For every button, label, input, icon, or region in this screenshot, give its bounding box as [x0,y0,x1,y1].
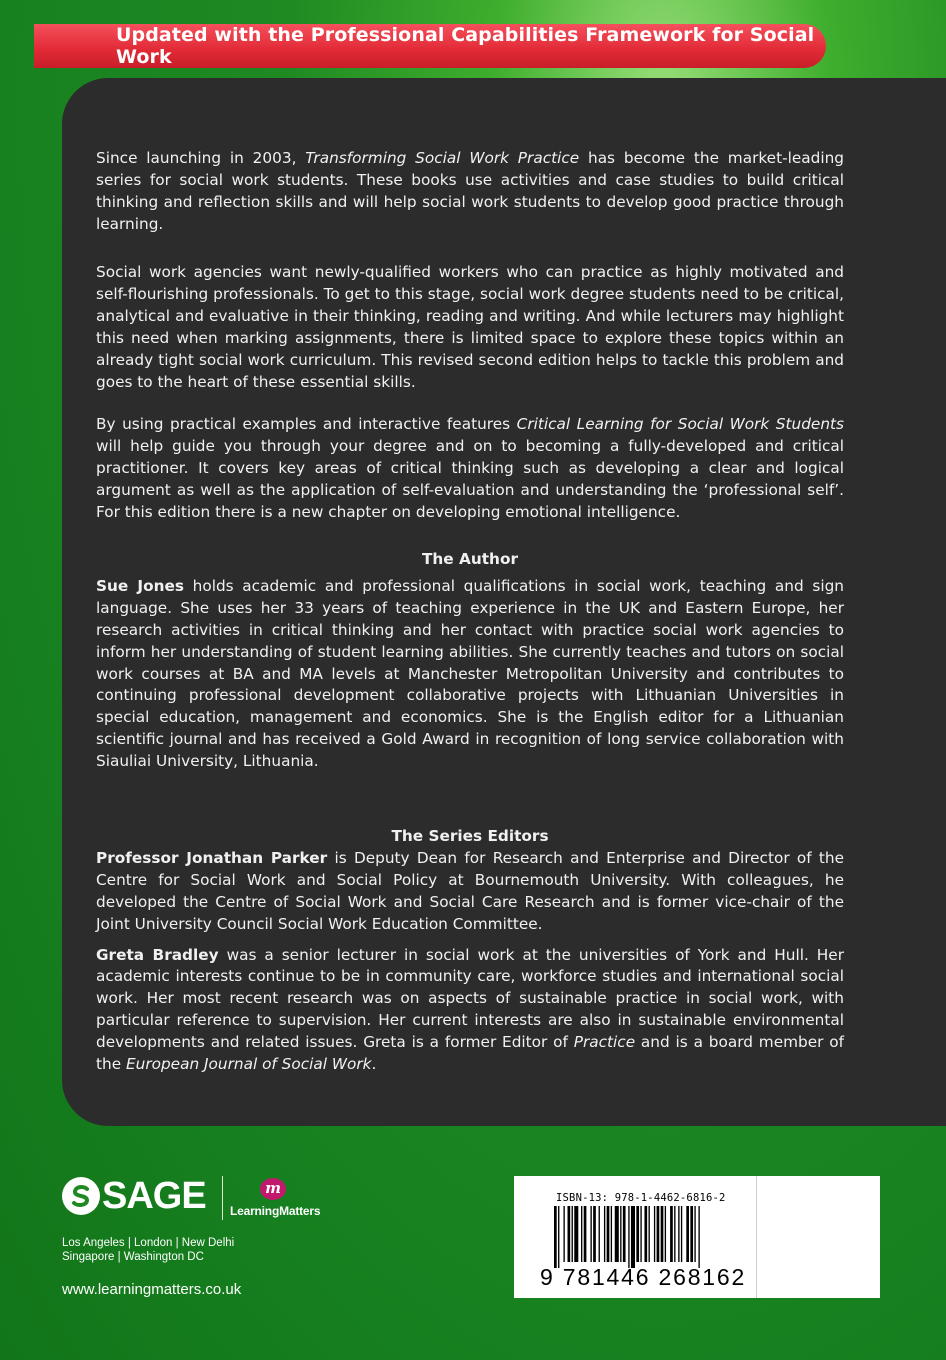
author-heading: The Author [421,550,518,568]
barcode-bar [584,1206,587,1262]
barcode-bar [572,1206,573,1262]
cities-line-1: Los Angeles | London | New Delhi [62,1237,235,1249]
practice-journal-title: Practice [573,1033,636,1052]
barcode-bar [678,1206,679,1262]
editor1-name: Professor Jonathan Parker [96,848,328,867]
editor2-bio-b: and is a board member of the [96,1033,844,1074]
intro-paragraph [96,148,844,236]
author-name: Sue Jones [96,576,184,595]
author-section [96,549,844,773]
barcode-bar [670,1206,673,1262]
learning-matters-m-icon: m [260,1178,286,1200]
banner-text: Updated with the Professional Capabilities Framework for Social Work [116,24,815,68]
author-bio: holds academic and professional qualifications in social work, teaching and sign language. She uses her 33 years of teaching experience in the UK and Eastern Europe, her research activities in critical thinking and her contact with practice social work agencies to inform her understanding of student learning abilities. She currently teaches and tutors on social work courses at BA and MA levels at Manchester Metropolitan University and contributes to continuing professional development collaborative projects with Lithuanian Universities in special education, management and economics. She is the English editor for a Lithuanian scientific journal and has received a Gold Award in recognition of long service collaboration with Siauliai University, Lithuania. [96,576,844,771]
editors-heading: The Series Editors [391,827,549,845]
barcode-bar [611,1206,612,1262]
logo-divider [222,1176,223,1220]
cities-line-2: Singapore | Washington DC [62,1251,204,1263]
editors-section [96,826,844,1076]
barcode-bar [657,1206,660,1262]
barcode-bar [690,1206,693,1262]
barcode-bar [640,1206,641,1262]
sage-wordmark: SAGE [102,1174,206,1217]
sage-s-icon [62,1177,100,1215]
barcode-bar [558,1206,559,1268]
description-text: Social work agencies want newly-qualified workers who can practice as highly motivated and self-flourishing professionals. To get to this stage, social work degree students need to be critical, analytical and evaluative in their thinking, reading and writing. And while lecturers may highlight this need when marking assignments, there is limited space to explore these topics within an already tight social work curriculum. This revised second edition helps to tackle this problem and goes to the heart of these essential skills. [96,263,844,391]
editor2-bio-a: was a senior lecturer in social work at the universities of York and Hull. Her academic interests continue to be in community care, workforce studies and international social work. Her most recent research was on aspects of sustainable practice in social work, with particular reference to supervision. Her current interests are also in sustainable environmental developments and related issues. Greta is a former Editor of [96,945,845,1052]
barcode-bar [674,1206,675,1262]
barcode-area [514,1176,757,1298]
barcode-bar [623,1206,626,1262]
barcode-digits: 9 781446 268162 [540,1264,747,1290]
barcode-bar [604,1206,605,1262]
barcode-bar [615,1206,619,1262]
sage-logo [62,1172,206,1220]
features-text-a: By using practical examples and interactive features [96,415,517,433]
top-banner [34,24,826,68]
editor2-bio-c: . [371,1055,377,1074]
barcode-bar [574,1206,578,1262]
european-journal-title: European Journal of Social Work [125,1055,372,1074]
barcode-bar [681,1206,682,1262]
barcode-bars [554,1206,750,1268]
barcode-bar [593,1206,596,1262]
features-text-b: will help guide you through your degree and on to becoming a fully-developed and critical practitioner. It covers key areas of critical thinking such as developing a clear and logical argument as well as the application of self-evaluation and understanding the ‘professional self’. For this edition there is a new chapter on developing emotional intelligence. [96,436,844,521]
barcode-bar [599,1206,600,1262]
features-paragraph [96,414,844,524]
barcode-bar [631,1206,635,1268]
barcode-bar [620,1206,621,1262]
learning-matters-wordmark: LearningMatters [230,1204,321,1218]
barcode-bar [665,1206,666,1262]
barcode-bar [554,1206,557,1268]
barcode-bar [581,1206,582,1262]
intro-text-a: Since launching in 2003, [96,149,306,167]
barcode-bar [698,1206,699,1268]
intro-text-b: has become the market-leading series for social work students. These books use activities and case studies to build critical thinking and reflection skills and will help social work students to develop good practice through learning. [96,149,845,233]
barcode-bar [661,1206,664,1262]
editor2-name: Greta Bradley [96,945,219,964]
barcode-bar [563,1206,564,1262]
barcode-bar [636,1206,639,1262]
barcode-bar [694,1206,695,1262]
barcode-bar [628,1206,629,1268]
barcode-bar [644,1206,647,1262]
description-paragraph [96,262,844,393]
learning-matters-logo [230,1178,340,1222]
barcode-bar [568,1206,571,1262]
barcode-box [514,1176,880,1298]
publisher-cities [62,1236,234,1264]
barcode-bar [607,1206,610,1262]
barcode-bar [686,1206,689,1262]
series-title: Transforming Social Work Practice [305,149,580,167]
isbn-label: ISBN-13: 978-1-4462-6816-2 [556,1192,726,1204]
book-title: Critical Learning for Social Work Students [516,415,844,433]
barcode-bar [590,1206,591,1262]
barcode-bar [654,1206,655,1262]
editor1-bio: is Deputy Dean for Research and Enterprise and Director of the Centre for Social Work and Social Policy at Bournemouth University. With colleagues, he developed the Centre of Social Work and Social Care Research and is former vice-chair of the Joint University Council Social Work Education Committee. [96,848,844,933]
publisher-website: www.learningmatters.co.uk [62,1281,242,1298]
barcode-bar [649,1206,650,1262]
